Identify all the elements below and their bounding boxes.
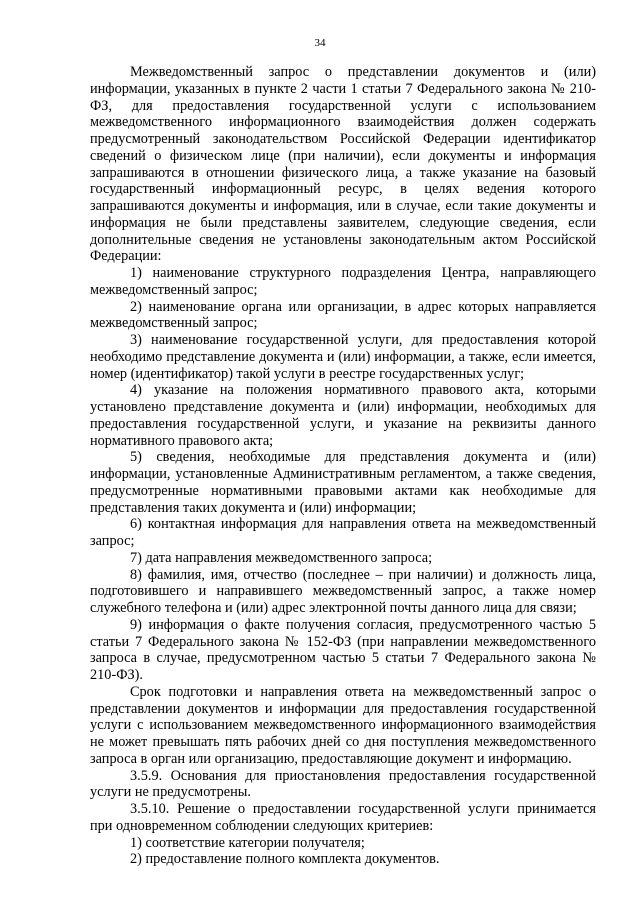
list-item-6: 6) контактная информация для направления ответа на межведомственный запрос; xyxy=(90,516,596,549)
list-item-9: 9) информация о факте получения согласия, предусмотренного частью 5 статьи 7 Федерального закона № 152-ФЗ (при направлении межведомственного запроса в случае, предусмотренном частью 5 статьи 7 Федерального закона № 210-ФЗ). xyxy=(90,616,596,683)
list-item-2: 2) наименование органа или организации, в адрес которых направляется межведомственный запрос; xyxy=(90,298,596,332)
list-item-8: 8) фамилия, имя, отчество (последнее – при наличии) и должность лица, подготовившего и направившего межведомственный запрос, а также номер служебного телефона и (или) адрес электронной почты данного лица для связи; xyxy=(90,566,596,616)
paragraph-3-5-10: 3.5.10. Решение о предоставлении государственной услуги принимается при одновременном соблюдении следующих критериев: xyxy=(90,801,596,834)
list-item-4: 4) указание на положения нормативного правового акта, которыми установлено представление документа и (или) информации, необходимых для предоставления государственной услуги, и указание на реквизиты данного нормативного правового акта; xyxy=(90,382,596,449)
paragraph-3-5-9: 3.5.9. Основания для приостановления предоставления государственной услуги не предусмотрены. xyxy=(90,767,596,801)
document-body xyxy=(90,64,596,868)
list-item-5: 5) сведения, необходимые для представления документа и (или) информации, установленные Административным регламентом, а также сведения, предусмотренные нормативными правовыми актами как необходимые для представления таких документа и (или) информации; xyxy=(90,449,596,516)
paragraph-response-deadline: Срок подготовки и направления ответа на межведомственный запрос о представлении документов и информации для предоставления государственной услуги с использованием межведомственного информационного взаимодействия не может превышать пять рабочих дней со дня поступления межведомственного запроса в орган или организацию, предоставляющие документ и информацию. xyxy=(90,683,596,767)
list-item-7: 7) дата направления межведомственного запроса; xyxy=(130,549,433,566)
criteria-item-2: 2) предоставление полного комплекта документов. xyxy=(130,851,440,868)
list-item-1: 1) наименование структурного подразделения Центра, направляющего межведомственный запрос; xyxy=(90,265,596,298)
criteria-item-1: 1) соответствие категории получателя; xyxy=(130,834,365,851)
list-item-3: 3) наименование государственной услуги, для предоставления которой необходимо представление документа и (или) информации, а также, если имеется, номер (идентификатор) такой услуги в реестре государственных услуг; xyxy=(90,332,596,382)
page-number: 34 xyxy=(314,37,326,49)
paragraph-interagency-request: Межведомственный запрос о представлении документов и (или) информации, указанных в пункте 2 части 1 статьи 7 Федерального закона № 210-ФЗ, для предоставления государственной услуги с использованием межведомственного информационного взаимодействия должен содержать предусмотренный законодательством Российской Федерации идентификатор сведений о физическом лице (при наличии), если документы и информация запрашиваются в отношении физического лица, а также указание на базовый государственный информационный ресурс, в целях ведения которого запрашиваются документы и информация, или в случае, если такие документы и информация не были представлены заявителем, следующие сведения, если дополнительные сведения не установлены законодательным актом Российской Федерации: xyxy=(90,64,596,265)
